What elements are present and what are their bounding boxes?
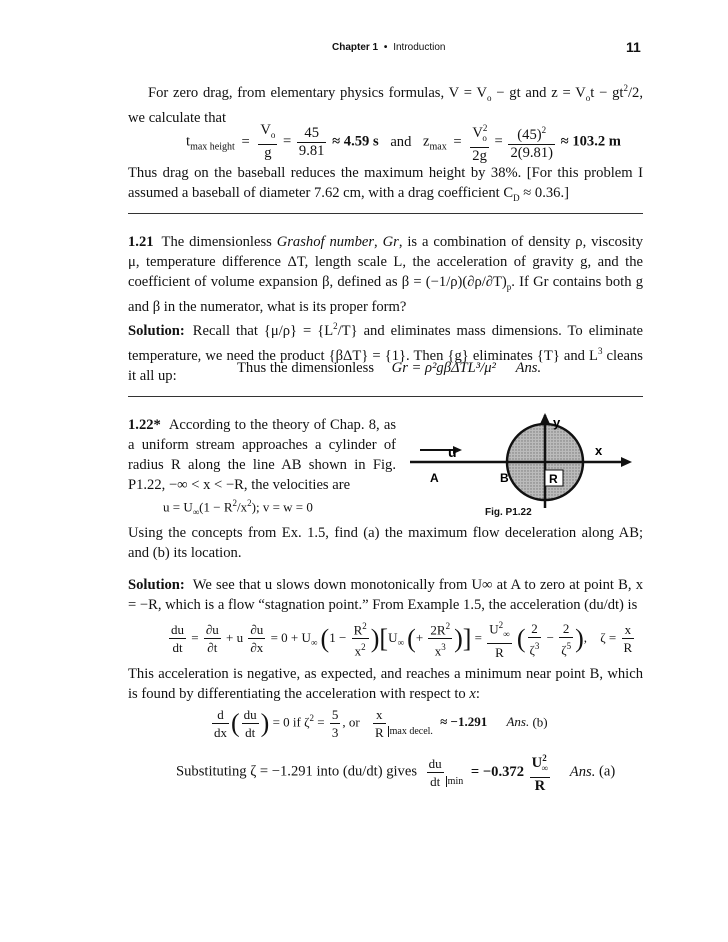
- z-num2: (45): [517, 127, 542, 144]
- solution-label-121: Solution:: [128, 322, 185, 339]
- figure-label-y: y: [553, 415, 561, 430]
- figure-label-x: x: [595, 443, 603, 458]
- eq-sign: =: [241, 133, 250, 150]
- p121-text-c: , is a combination of density ρ, viscosity μ, temperature difference ΔT, length scale L, the acceleration of gravity g, and the coefficient of volume expansion β, defined as β = (−1/ρ)(∂ρ/∂T): [128, 234, 644, 290]
- problem-number-122: 1.22*: [128, 417, 161, 433]
- sol121-b: /T} and eliminates mass dimensions. To eliminate temperature, we need the product {βΔT} = {1}. Then {g} eliminates {T} and L: [128, 322, 643, 364]
- accel-note-text: This acceleration is negative, as expected, and reaches a minimum near point B, which is found by differentiating the acceleration with respect to: [128, 666, 643, 702]
- t-result: ≈ 4.59 s: [332, 133, 379, 150]
- eq3-part: (b): [532, 714, 548, 730]
- vel-sub: ∞: [192, 506, 200, 517]
- intro-text-a: For zero drag, from elementary physics formulas, V = V: [148, 84, 487, 101]
- p121-grashof: Grashof number: [276, 234, 375, 250]
- p122-text: According to the theory of Chap. 8, as a uniform stream approaches a cylinder of radius R along the line AB shown in Fig. P1.22, −∞ < x < −R, the velocities are: [128, 417, 396, 493]
- subst-uden: R: [534, 777, 546, 794]
- problem-1-22: [128, 415, 396, 495]
- eq3-sub: max decel.: [389, 726, 433, 738]
- subst-text: Substituting ζ = −1.291 into (du/dt) gives: [176, 763, 418, 780]
- gr-ans: Ans.: [515, 360, 542, 376]
- t-den2: 9.81: [298, 142, 325, 159]
- subst-part: (a): [599, 763, 616, 780]
- figure-label-u: u: [448, 444, 457, 460]
- problem-1-21: [128, 232, 643, 317]
- velocity-equation: [163, 494, 313, 521]
- frac-vo2-2g: [470, 120, 489, 165]
- question-1-22: [128, 523, 643, 563]
- conclusion-sub: D: [513, 192, 520, 203]
- eq3-xnum: x: [373, 706, 386, 724]
- subst-sub: min: [447, 775, 464, 787]
- figure-p1-22: [410, 410, 640, 525]
- intro-sub-o1: o: [486, 92, 492, 103]
- accel-note-end: :: [475, 686, 480, 702]
- subst-unum-sub: ∞: [541, 762, 549, 773]
- intro-conclusion: [128, 163, 643, 208]
- subst-unum-sup: 2: [542, 753, 547, 763]
- sol121-sup1: 2: [333, 321, 338, 331]
- intro-text-b: − gt and z = V: [491, 84, 586, 101]
- header-bullet: •: [383, 42, 388, 53]
- eq-sign3: =: [453, 133, 462, 150]
- z-num2-sup: 2: [541, 125, 547, 136]
- figure-label-R: R: [549, 472, 558, 486]
- x-axis-arrow-icon: [621, 457, 632, 467]
- frac-5-3: [330, 706, 341, 741]
- z-den2: 2(9.81): [510, 145, 553, 162]
- t-den: g: [264, 145, 272, 162]
- eq3-den: 3: [331, 725, 339, 740]
- eq-sign2: =: [283, 133, 292, 150]
- section-divider-1: [128, 213, 643, 214]
- solution-1-22: [128, 575, 643, 615]
- p121-text-b: ,: [374, 234, 383, 250]
- subst-result: = −0.372: [470, 763, 525, 780]
- acceleration-equation: $\frac{du}{dt}$ = $\frac{\partial u}{\partial t}$ + u $\frac{\partial u}{\partial x}$ = $0 + U_\infty$ (1 − $\frac{R^2}{x^2}$ )[$U_\infty$ (+ $\frac{2R^2}{x^3}$ )] = $\frac{U^2_\infty}{R}$ ( $\frac{2}{\zeta^3}$ − $\frac{2}{\zeta^5}$ ), ζ = $\frac{x}{R}$: [167, 617, 636, 661]
- eq3-eq: =: [314, 714, 325, 730]
- figure-caption: Fig. P1.22: [485, 507, 532, 518]
- z-num-sup: 2: [482, 123, 488, 133]
- p121-gr: Gr: [382, 234, 399, 250]
- p121-text-d: . If Gr contains both g and β in the numerator, what is its proper form?: [128, 274, 643, 315]
- gr-formula: Gr = ρ²gβΔTL³/μ²: [391, 360, 496, 376]
- sol122-text: We see that u slows down monotonically from U∞ at A to zero at point B, x = −R, which is a flow “stagnation point.” From Example 1.5, the acceleration (du/dt) is: [128, 577, 643, 613]
- eq3-zero: = 0 if ζ: [272, 714, 310, 730]
- accel-note-x: x: [469, 686, 476, 702]
- t-label: t: [186, 133, 191, 150]
- page-number: 11: [626, 39, 641, 55]
- intro-sup-2: 2: [623, 83, 628, 93]
- frac-du-dt: [427, 755, 444, 790]
- section-divider-2: [128, 396, 643, 397]
- derivative-equation: $\frac{d}{dx}$ ( $\frac{du}{dt}$ ) = 0 if $\zeta^2$ = $\frac{5}{3}$ , or $\frac{x}{R}$ $_{max decel.}$ ≈ −1.291 Ans. (b): [214, 707, 548, 740]
- intro-text-c: t − gt: [590, 84, 624, 101]
- frac-x-R: [373, 706, 386, 741]
- solution-label-122: Solution:: [128, 577, 185, 593]
- q122-text: Using the concepts from Ex. 1.5, find (a) the maximum flow deceleration along AB; and (b) its location.: [128, 525, 643, 561]
- conclusion-text: Thus drag on the baseball reduces the maximum height by 38%. [For this problem I assumed a baseball of diameter 7.62 cm, with a drag coefficient C: [128, 165, 643, 201]
- and-word: and: [390, 133, 412, 150]
- eq-max-height: [186, 120, 621, 165]
- sol121-sup2: 3: [597, 345, 603, 356]
- vel-sup2: 2: [247, 498, 252, 508]
- p121-text-a: The dimensionless: [161, 234, 277, 250]
- eq3-sup: 2: [309, 713, 314, 724]
- gr-result: [237, 359, 541, 377]
- figure-label-B: B: [500, 471, 509, 485]
- substitution-line: [176, 750, 615, 795]
- eq3-xden: R: [374, 725, 384, 740]
- sol121-c: cleans it all up:: [128, 347, 643, 384]
- subst-ans: Ans.: [569, 763, 596, 780]
- gr-prefix: Thus the dimensionless: [237, 360, 375, 376]
- subst-num: du: [428, 755, 442, 771]
- z-num-sub: o: [482, 132, 487, 143]
- frac-vo-g: [258, 122, 277, 162]
- intro-sub-o2: o: [585, 92, 591, 103]
- vel-c: /x: [237, 499, 248, 515]
- t-num-sub: o: [270, 130, 276, 141]
- eq-sign4: =: [494, 133, 503, 150]
- t-num2: 45: [297, 125, 327, 143]
- conclusion-end: ≈ 0.36.]: [519, 185, 569, 201]
- sol121-a: Recall that {μ/ρ} = {L: [192, 322, 334, 339]
- t-num: V: [260, 122, 271, 139]
- subst-den: dt: [430, 773, 441, 789]
- frac-45sq: [508, 122, 555, 162]
- t-sub: max height: [190, 141, 235, 153]
- intro-text-d: /2, we: [128, 84, 643, 126]
- subst-unum: U: [531, 754, 543, 771]
- eq3-result: ≈ −1.291: [440, 714, 488, 730]
- z-den: 2g: [472, 147, 487, 164]
- figure-label-A: A: [430, 471, 439, 485]
- frac-45-981: [297, 125, 327, 160]
- eq3-or: , or: [342, 714, 360, 730]
- frac-u2-r: [530, 750, 550, 795]
- eq3-num: 5: [331, 707, 339, 722]
- z-label: z: [423, 133, 430, 150]
- vel-d: ); v = w = 0: [251, 499, 313, 515]
- problem-number-121: 1.21: [128, 234, 154, 250]
- chapter-label: Chapter 1: [332, 42, 379, 53]
- vel-a: u = U: [163, 499, 193, 515]
- intro-text-e: calculate that: [148, 109, 227, 126]
- z-sub: max: [429, 141, 447, 153]
- y-axis-arrow-icon: [540, 413, 550, 424]
- vel-sup1: 2: [232, 498, 237, 508]
- z-result: ≈ 103.2 m: [560, 133, 621, 150]
- z-num: V: [472, 124, 483, 141]
- vel-b: (1 − R: [199, 499, 233, 515]
- eq3-ans: Ans.: [506, 714, 530, 730]
- acceleration-note: [128, 664, 643, 704]
- section-label: Introduction: [393, 42, 446, 53]
- p121-sub: p: [506, 281, 512, 292]
- running-header: [332, 42, 445, 53]
